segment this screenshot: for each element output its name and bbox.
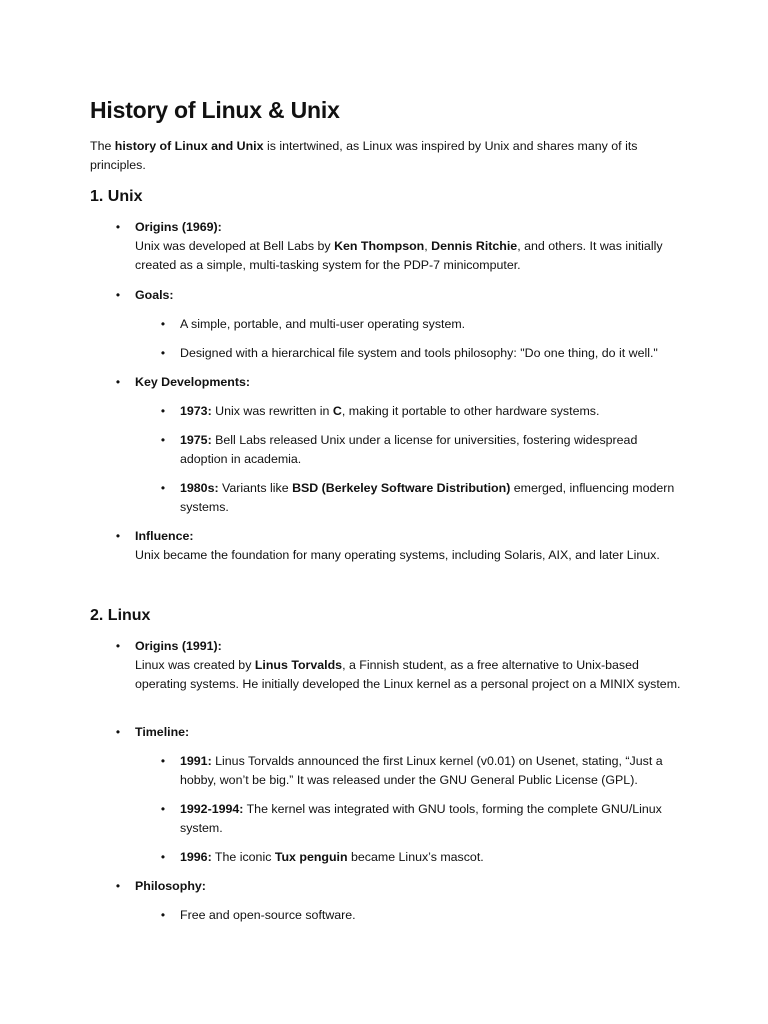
unix-1980s-year: 1980s: [180, 481, 219, 495]
unix-1980s-text-1: Variants like [218, 481, 293, 495]
unix-1973-text-2: , making it portable to other hardware systems. [341, 404, 600, 418]
unix-goal-1-text: A simple, portable, and multi-user operating system. [180, 317, 466, 331]
bullet-icon: • [115, 639, 121, 653]
linux-1996-text [180, 848, 685, 867]
linux-1991-text [180, 752, 685, 790]
bullet-icon: • [115, 220, 121, 234]
linux-1996-text-1: The iconic [211, 850, 275, 864]
unix-1975-text-1: Bell Labs released Unix under a license for universities, fostering widespread adoption in academia. [180, 433, 638, 466]
unix-influence-text: Unix became the foundation for many operating systems, including Solaris, AIX, and later Linux. [135, 548, 660, 562]
linux-timeline-label: Timeline: [135, 725, 190, 739]
list-item-unix-goal-2 [160, 344, 685, 363]
list-item-unix-influence [115, 527, 685, 565]
bullet-icon: • [115, 879, 121, 893]
unix-influence-label: Influence: [135, 529, 194, 543]
list-item-unix-origins [115, 218, 685, 275]
unix-1973-text [180, 402, 685, 421]
linux-origins-label: Origins (1991): [135, 639, 222, 653]
unix-origins-label: Origins (1969): [135, 220, 222, 234]
linux-origins-text-2: , a Finnish student, as a free alternative to Unix-based operating systems. He initially developed the Linux kernel as a personal project on a MINIX system. [135, 658, 681, 691]
unix-goal-2-text: Designed with a hierarchical file system and tools philosophy: "Do one thing, do it well." [180, 346, 658, 360]
bullet-icon: • [160, 850, 166, 864]
linux-philosophy-1-text: Free and open-source software. [180, 908, 356, 922]
list-item-linux-philosophy-1 [160, 906, 685, 925]
section-heading-linux: 2. Linux [90, 607, 151, 624]
unix-1980s-text [180, 479, 685, 517]
linux-philosophy-label: Philosophy: [135, 879, 206, 893]
bullet-icon: • [160, 433, 166, 447]
bullet-icon: • [160, 908, 166, 922]
linux-1996-year: 1996: [180, 850, 212, 864]
list-item-unix-goals [115, 286, 685, 305]
linux-1992-text [180, 800, 685, 838]
list-item-linux-philosophy [115, 877, 685, 896]
unix-origins-text [135, 237, 685, 275]
list-item-linux-1996 [160, 848, 685, 867]
linux-origins-text [135, 656, 685, 694]
list-item-unix-key-developments [115, 373, 685, 392]
linux-1991-year: 1991: [180, 754, 212, 768]
unix-1975-year: 1975: [180, 433, 212, 447]
bullet-icon: • [160, 802, 166, 816]
list-item-unix-1980s [160, 479, 685, 517]
bullet-icon: • [115, 725, 121, 739]
section-heading-unix: 1. Unix [90, 188, 143, 205]
linux-1992-year: 1992-1994: [180, 802, 244, 816]
list-item-linux-1991 [160, 752, 685, 790]
unix-key-developments-label: Key Developments: [135, 375, 250, 389]
unix-origins-text-2: , [424, 239, 432, 253]
bullet-icon: • [160, 404, 166, 418]
unix-1975-text [180, 431, 685, 469]
page-title: History of Linux & Unix [90, 97, 340, 123]
unix-1980s-text-2: emerged, influencing modern systems. [180, 481, 675, 514]
unix-origins-text-3: , and others. It was initially created as a simple, multi-tasking system for the PDP-7 minicomputer. [135, 239, 663, 272]
intro-bold: history of Linux and Unix [114, 139, 264, 153]
unix-1973-bold: C [332, 404, 342, 418]
unix-goals-label: Goals: [135, 288, 174, 302]
linux-1996-bold: Tux penguin [274, 850, 348, 864]
unix-1973-text-1: Unix was rewritten in [211, 404, 333, 418]
list-item-unix-goal-1 [160, 315, 685, 334]
unix-1973-year: 1973: [180, 404, 212, 418]
bullet-icon: • [160, 754, 166, 768]
bullet-icon: • [160, 317, 166, 331]
list-item-linux-1992 [160, 800, 685, 838]
bullet-icon: • [115, 288, 121, 302]
bullet-icon: • [115, 375, 121, 389]
linux-1991-text-1: Linus Torvalds announced the first Linux kernel (v0.01) on Usenet, stating, “Just a hobby, won’t be big.” It was released under the GNU General Public License (GPL). [180, 754, 663, 787]
linux-origins-text-1: Linux was created by [135, 658, 255, 672]
list-item-unix-1975 [160, 431, 685, 469]
list-item-unix-1973 [160, 402, 685, 421]
unix-origins-text-1: Unix was developed at Bell Labs by [135, 239, 335, 253]
intro-text-1: The [90, 139, 115, 153]
bullet-icon: • [160, 346, 166, 360]
unix-origins-bold-2: Dennis Ritchie [431, 239, 518, 253]
intro-paragraph [90, 137, 680, 175]
unix-origins-bold-1: Ken Thompson [334, 239, 425, 253]
linux-1992-text-1: The kernel was integrated with GNU tools, forming the complete GNU/Linux system. [180, 802, 662, 835]
linux-1996-text-2: became Linux’s mascot. [347, 850, 484, 864]
intro-text-2: is intertwined, as Linux was inspired by Unix and shares many of its principles. [90, 139, 638, 172]
linux-origins-bold: Linus Torvalds [254, 658, 343, 672]
unix-1980s-bold: BSD (Berkeley Software Distribution) [292, 481, 511, 495]
list-item-linux-timeline [115, 723, 685, 742]
bullet-icon: • [160, 481, 166, 495]
list-item-linux-origins [115, 637, 685, 694]
bullet-icon: • [115, 529, 121, 543]
